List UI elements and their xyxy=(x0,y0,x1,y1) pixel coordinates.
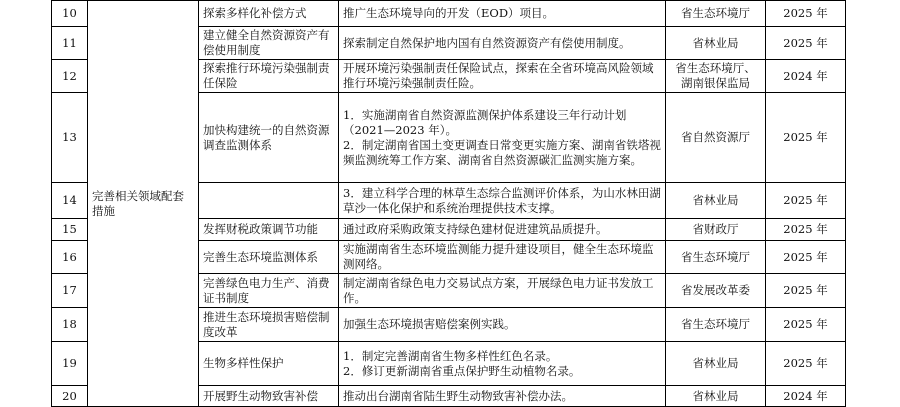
task-cell: 完善生态环境监测体系 xyxy=(199,241,339,274)
category-cell: 完善相关领域配套措施 xyxy=(88,1,199,407)
content-item: 制定湖南省绿色电力交易试点方案，开展绿色电力证书发放工作。 xyxy=(343,275,654,305)
content-cell xyxy=(339,274,666,308)
task-cell: 生物多样性保护 xyxy=(199,342,339,386)
content-item: 3．建立科学合理的林草生态综合监测评价体系，为山水林田湖草沙一体化保护和系统治理提供技术支撑。 xyxy=(343,185,661,215)
content-item: 探索制定自然保护地内国有自然资源资产有偿使用制度。 xyxy=(343,35,631,50)
content-item: 推动出台湖南省陆生野生动物致害补偿办法。 xyxy=(343,388,573,403)
task-cell: 开展野生动物致害补偿 xyxy=(199,386,339,407)
task-cell: 探索多样化补偿方式 xyxy=(199,1,339,27)
row-number: 15 xyxy=(52,219,88,241)
content-cell xyxy=(339,219,666,241)
year-cell: 2025 年 xyxy=(766,342,846,386)
year-cell: 2025 年 xyxy=(766,1,846,27)
task-cell: 完善绿色电力生产、消费证书制度 xyxy=(199,274,339,308)
content-cell xyxy=(339,183,666,219)
year-cell: 2025 年 xyxy=(766,183,846,219)
content-cell xyxy=(339,308,666,342)
row-number: 18 xyxy=(52,308,88,342)
task-cell: 发挥财税政策调节功能 xyxy=(199,219,339,241)
department-cell: 省林业局 xyxy=(666,27,766,60)
policy-measures-table xyxy=(51,0,846,407)
row-number: 10 xyxy=(52,1,88,27)
row-number: 12 xyxy=(52,60,88,93)
department-cell: 省林业局 xyxy=(666,342,766,386)
department-cell: 省生态环境厅、湖南银保监局 xyxy=(666,60,766,93)
content-cell xyxy=(339,1,666,27)
content-cell xyxy=(339,241,666,274)
content-cell xyxy=(339,27,666,60)
row-number: 16 xyxy=(52,241,88,274)
content-item: 通过政府采购政策支持绿色建材促进建筑品质提升。 xyxy=(343,222,608,236)
task-cell: 探索推行环境污染强制责任保险 xyxy=(199,60,339,93)
task-cell: 推进生态环境损害赔偿制度改革 xyxy=(199,308,339,342)
content-cell xyxy=(339,386,666,407)
content-item: 1．实施湖南省自然资源监测保护体系建设三年行动计划（2021—2023 年）。 xyxy=(343,107,627,137)
row-number: 13 xyxy=(52,93,88,183)
department-cell: 省生态环境厅 xyxy=(666,308,766,342)
row-number: 19 xyxy=(52,342,88,386)
content-item: 推广生态环境导向的开发（EOD）项目。 xyxy=(343,6,555,20)
content-cell xyxy=(339,60,666,93)
content-cell xyxy=(339,342,666,386)
content-item: 2．修订更新湖南省重点保护野生动植物名录。 xyxy=(343,363,581,378)
content-item: 加强生态环境损害赔偿案例实践。 xyxy=(343,317,516,331)
row-number: 20 xyxy=(52,386,88,407)
year-cell: 2025 年 xyxy=(766,241,846,274)
table-body xyxy=(52,1,846,407)
row-number: 17 xyxy=(52,274,88,308)
year-cell: 2025 年 xyxy=(766,308,846,342)
year-cell: 2024 年 xyxy=(766,386,846,407)
year-cell: 2025 年 xyxy=(766,219,846,241)
department-cell: 省生态环境厅 xyxy=(666,241,766,274)
task-cell: 建立健全自然资源资产有偿使用制度 xyxy=(199,27,339,60)
content-item: 2．制定湖南省国土变更调查日常变更实施方案、湖南省铁塔视频监测统筹工作方案、湖南省自然资源碳汇监测实施方案。 xyxy=(343,137,661,167)
department-cell: 省林业局 xyxy=(666,183,766,219)
content-item: 实施湖南省生态环境监测能力提升建设项目，健全生态环境监测网络。 xyxy=(343,242,654,271)
year-cell: 2025 年 xyxy=(766,274,846,308)
table-row xyxy=(52,1,846,27)
department-cell: 省发展改革委 xyxy=(666,274,766,308)
task-cell: 加快构建统一的自然资源调查监测体系 xyxy=(199,93,339,183)
task-cell xyxy=(199,183,339,219)
year-cell: 2025 年 xyxy=(766,93,846,183)
row-number: 11 xyxy=(52,27,88,60)
department-cell: 省财政厅 xyxy=(666,219,766,241)
row-number: 14 xyxy=(52,183,88,219)
year-cell: 2024 年 xyxy=(766,60,846,93)
department-cell: 省自然资源厅 xyxy=(666,93,766,183)
content-item: 开展环境污染强制责任保险试点，探索在全省环境高风险领域推行环境污染强制责任险。 xyxy=(343,61,654,90)
content-cell xyxy=(339,93,666,183)
department-cell: 省生态环境厅 xyxy=(666,1,766,27)
content-item: 1．制定完善湖南省生物多样性红色名录。 xyxy=(343,348,558,363)
year-cell: 2025 年 xyxy=(766,27,846,60)
department-cell: 省林业局 xyxy=(666,386,766,407)
